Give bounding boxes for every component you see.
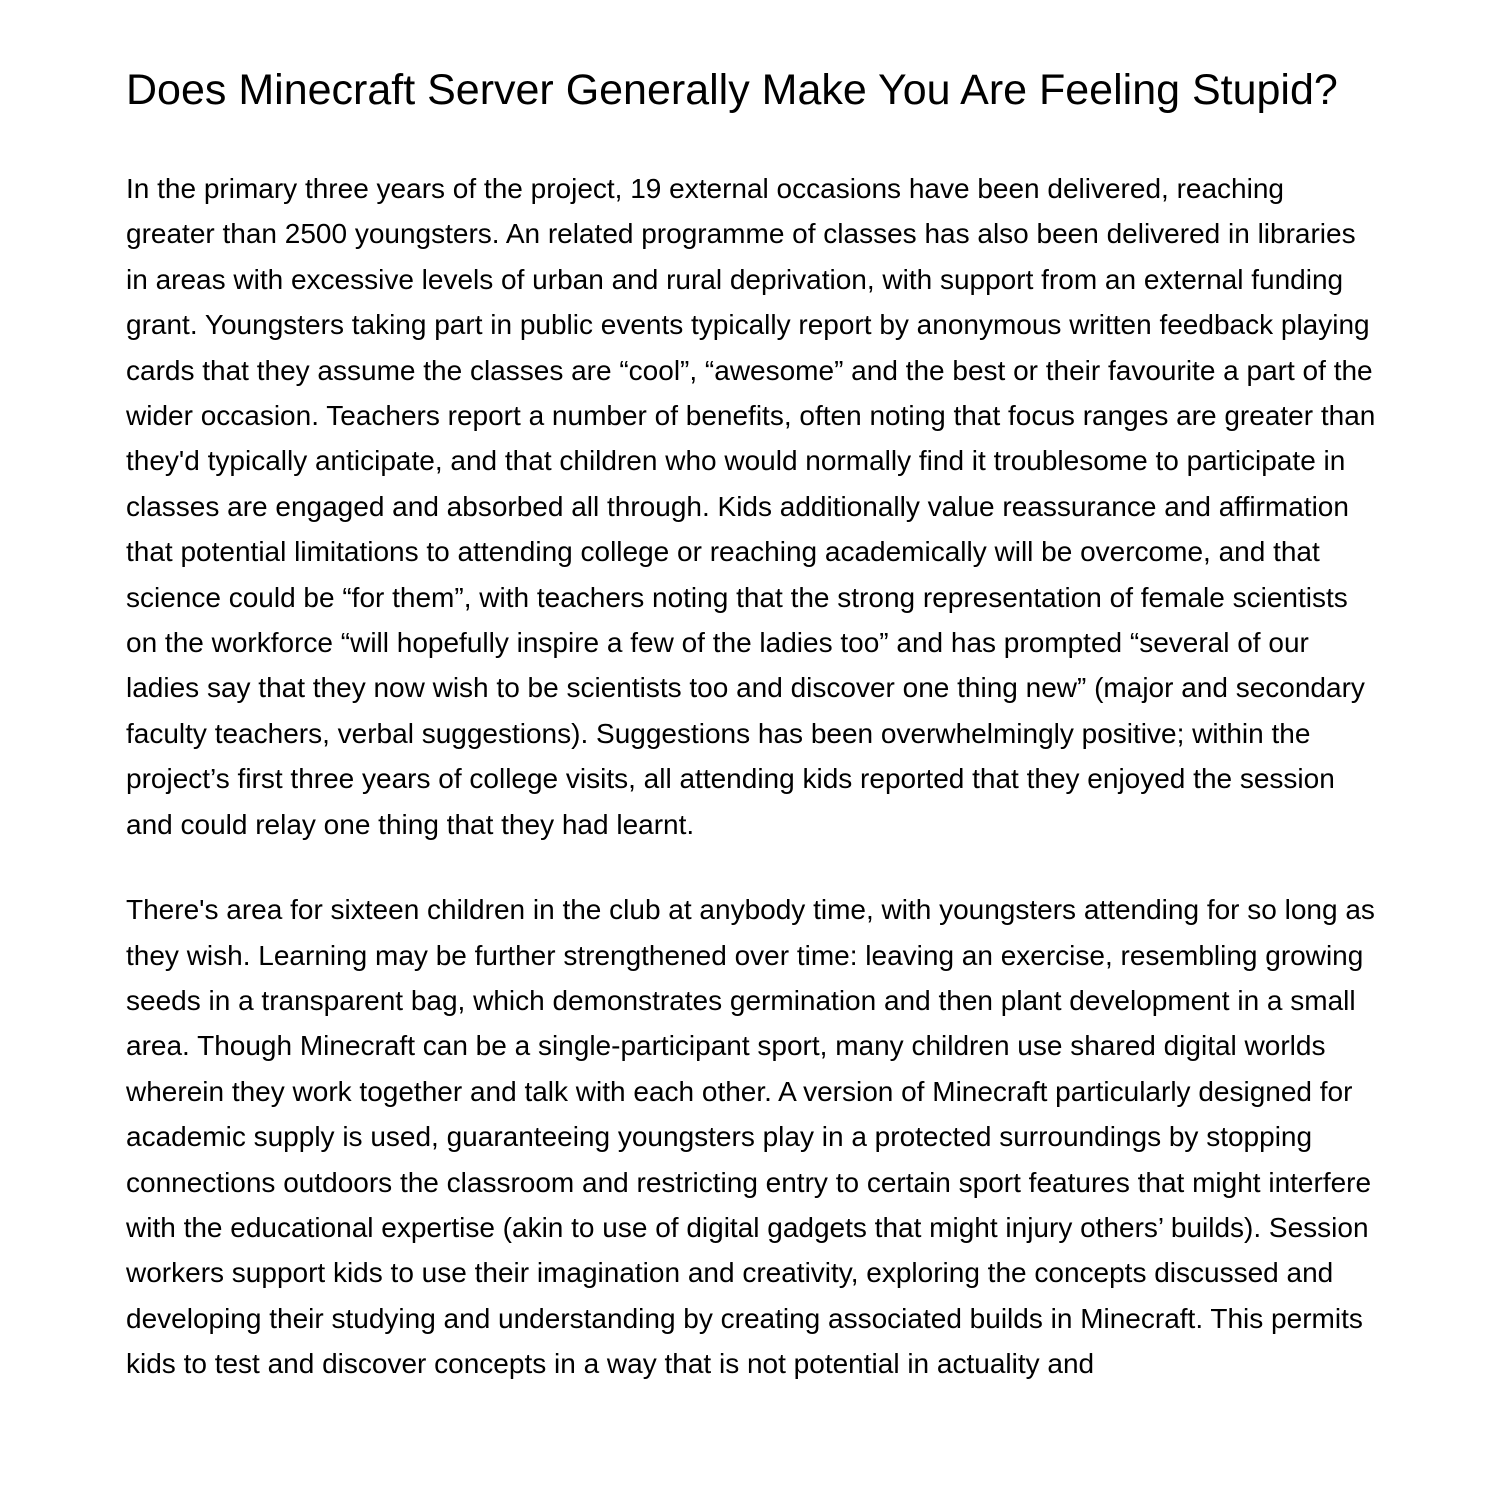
document-body — [126, 68, 1376, 1387]
page-title: Does Minecraft Server Generally Make You Are Feeling Stupid? — [126, 66, 1338, 114]
paragraph-1: In the primary three years of the project, 19 external occasions have been delivered, reaching greater than 2500 youngsters. An related programme of classes has also been delivered in libraries in areas with excessive levels of urban and rural deprivation, with support from an external funding grant. Youngsters taking part in public events typically report by anonymous written feedback playing cards that they assume the classes are “cool”, “awesome” and the best or their favourite a part of the wider occasion. Teachers report a number of benefits, often noting that focus ranges are greater than they'd typically anticipate, and that children who would normally find it troublesome to participate in classes are engaged and absorbed all through. Kids additionally value reassurance and affirmation that potential limitations to attending college or reaching academically will be overcome, and that science could be “for them”, with teachers noting that the strong representation of female scientists on the workforce “will hopefully inspire a few of the ladies too” and has prompted “several of our ladies say that they now wish to be scientists too and discover one thing new” (major and secondary faculty teachers, verbal suggestions). Suggestions has been overwhelmingly positive; within the project’s first three years of college visits, all attending kids reported that they enjoyed the session and could relay one thing that they had learnt. — [126, 173, 1376, 840]
paragraph-2: There's area for sixteen children in the club at anybody time, with youngsters attending for so long as they wish. Learning may be further strengthened over time: leaving an exercise, resembling growing seeds in a transparent bag, which demonstrates germination and then plant development in a small area. Though Minecraft can be a single-participant sport, many children use shared digital worlds wherein they work together and talk with each other. A version of Minecraft particularly designed for academic supply is used, guaranteeing youngsters play in a protected surroundings by stopping connections outdoors the classroom and restricting entry to certain sport features that might interfere with the educational expertise (akin to use of digital gadgets that might injury others’ builds). Session workers support kids to use their imagination and creativity, exploring the concepts discussed and developing their studying and understanding by creating associated builds in Minecraft. This permits kids to test and discover concepts in a way that is not potential in actuality and — [126, 894, 1375, 1380]
